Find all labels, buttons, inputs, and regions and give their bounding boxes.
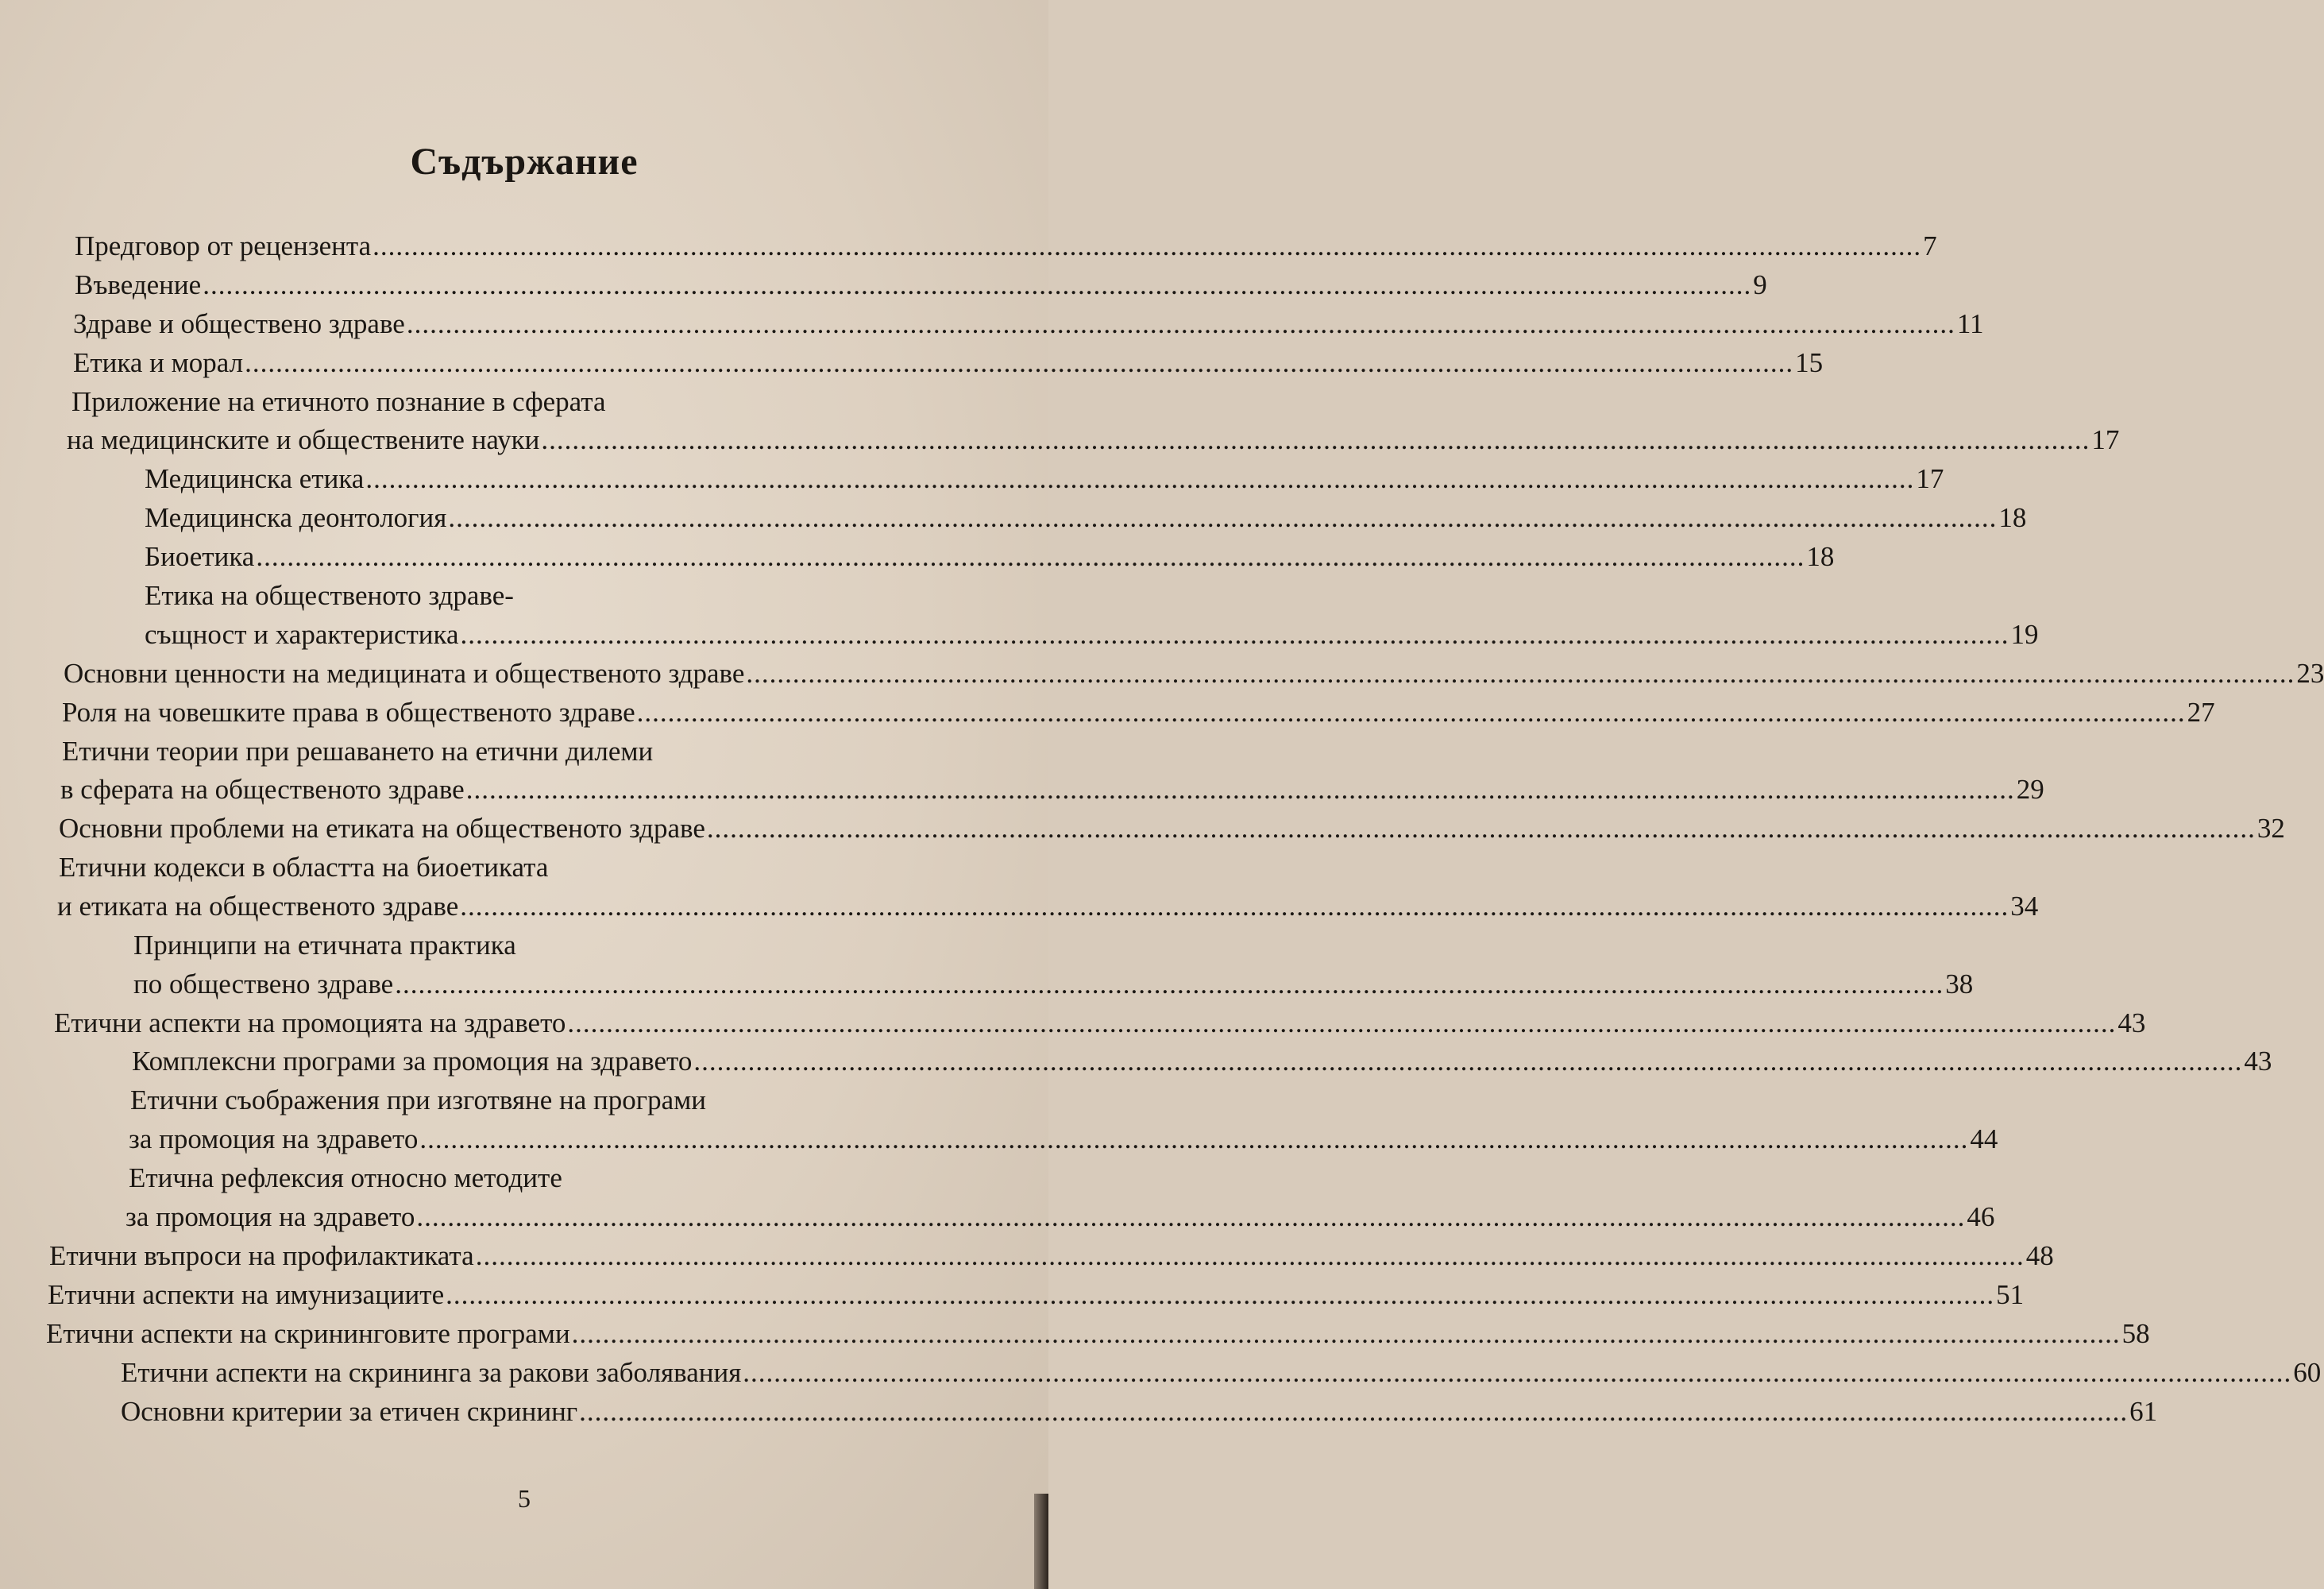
toc-entry-text: Предговор от рецензента bbox=[75, 230, 372, 261]
toc-page-number: 29 bbox=[2016, 774, 2044, 805]
toc-entry-text: Принципи на етичната практика bbox=[133, 930, 516, 961]
toc-entry bbox=[129, 1120, 1998, 1158]
toc-leader-dots: ........................................................................................................................................................................................................ bbox=[541, 424, 2090, 455]
toc-leader-dots: ........................................................................................................................................................................................................ bbox=[256, 541, 1805, 572]
toc-leader-dots: ........................................................................................................................................................................................................ bbox=[743, 1357, 2292, 1388]
toc-entry bbox=[59, 810, 2285, 848]
toc-entry-text: Етични кодекси в областта на биоетиката bbox=[59, 852, 549, 883]
toc-page-number: 23 bbox=[2296, 658, 2324, 689]
toc-entry bbox=[121, 1393, 2158, 1431]
toc-entry bbox=[75, 266, 1767, 304]
toc-leader-dots: ........................................................................................................................................................................................................ bbox=[416, 1201, 1966, 1232]
toc-entry bbox=[73, 305, 1984, 343]
toc-entry bbox=[132, 1042, 2272, 1081]
toc-leader-dots: ........................................................................................................................................................................................................ bbox=[365, 463, 1915, 494]
toc-leader-dots: ........................................................................................................................................................................................................ bbox=[419, 1123, 1969, 1154]
toc-entry bbox=[145, 499, 2027, 537]
toc-leader-dots: ........................................................................................................................................................................................................ bbox=[706, 813, 2256, 844]
toc-leader-dots: ........................................................................................................................................................................................................ bbox=[245, 347, 1794, 378]
toc-page-number: 15 bbox=[1795, 347, 1824, 378]
toc-entry-text: Етика и морал bbox=[73, 347, 244, 378]
toc-page-number: 19 bbox=[2010, 619, 2039, 650]
toc-entry-text: същност и характеристика bbox=[145, 619, 459, 650]
toc-leader-dots: ........................................................................................................................................................................................................ bbox=[373, 230, 1922, 261]
toc-leader-dots: ........................................................................................................................................................................................................ bbox=[460, 891, 2009, 922]
toc-page-number: 9 bbox=[1753, 269, 1767, 300]
toc-entry bbox=[75, 227, 1937, 265]
toc-page-number: 17 bbox=[2091, 424, 2120, 455]
toc-leader-dots: ........................................................................................................................................................................................................ bbox=[446, 1279, 1995, 1310]
toc-entry bbox=[145, 616, 2039, 654]
page-number: 5 bbox=[518, 1484, 531, 1513]
toc-page-number: 7 bbox=[1923, 230, 1937, 261]
toc-page-number: 18 bbox=[1998, 502, 2027, 533]
book-edge-shadow bbox=[1034, 1494, 1048, 1589]
toc-entry-text: Етични аспекти на имунизациите bbox=[48, 1279, 445, 1310]
toc-entry-text: Роля на човешките права в общественото здраве bbox=[62, 697, 635, 728]
toc-page-number: 43 bbox=[2244, 1046, 2272, 1077]
toc-entry-text: за промоция на здравето bbox=[129, 1123, 419, 1154]
toc-page-number: 43 bbox=[2117, 1007, 2146, 1038]
toc-entry-text: на медицинските и обществените науки bbox=[67, 424, 540, 455]
toc-entry-text: Медицинска деонтология bbox=[145, 502, 447, 533]
page-title: Съдържание bbox=[410, 141, 639, 183]
toc-entry-line bbox=[130, 1081, 706, 1119]
toc-entry-text: Медицинска етика bbox=[145, 463, 365, 494]
toc-page-number: 11 bbox=[1956, 308, 1984, 339]
toc-entry-line bbox=[62, 733, 653, 771]
toc-entry-text: Комплексни програми за промоция на здравето bbox=[132, 1046, 693, 1077]
toc-page-number: 46 bbox=[1967, 1201, 1995, 1232]
toc-entry-text: Основни проблеми на етиката на общественото здраве bbox=[59, 813, 705, 844]
toc-leader-dots: ........................................................................................................................................................................................................ bbox=[693, 1046, 2243, 1077]
toc-page-number: 18 bbox=[1806, 541, 1835, 572]
toc-entry-text: в сферата на общественото здраве bbox=[60, 774, 465, 805]
toc-entry bbox=[62, 694, 2215, 732]
toc-entry-text: Приложение на етичното познание в сферата bbox=[71, 386, 606, 417]
toc-entry bbox=[64, 655, 2324, 693]
toc-leader-dots: ........................................................................................................................................................................................................ bbox=[395, 968, 1944, 999]
toc-page-number: 38 bbox=[1945, 968, 1974, 999]
toc-leader-dots: ........................................................................................................................................................................................................ bbox=[460, 619, 2009, 650]
toc-entry-text: Основни ценности на медицината и общественото здраве bbox=[64, 658, 745, 689]
toc-leader-dots: ........................................................................................................................................................................................................ bbox=[448, 502, 1998, 533]
toc-entry bbox=[54, 1004, 2146, 1042]
toc-entry bbox=[46, 1315, 2150, 1353]
toc-page-number: 48 bbox=[2025, 1240, 2054, 1271]
toc-entry bbox=[60, 771, 2044, 809]
toc-entry bbox=[145, 460, 1944, 498]
toc-page-number: 34 bbox=[2010, 891, 2039, 922]
toc-entry bbox=[73, 344, 1824, 382]
toc-leader-dots: ........................................................................................................................................................................................................ bbox=[475, 1240, 2025, 1271]
toc-page-number: 32 bbox=[2256, 813, 2285, 844]
toc-entry-text: Въведение bbox=[75, 269, 202, 300]
toc-entry-text: за промоция на здравето bbox=[125, 1201, 415, 1232]
toc-entry-line bbox=[129, 1159, 562, 1197]
toc-leader-dots: ........................................................................................................................................................................................................ bbox=[579, 1396, 2129, 1427]
toc-entry bbox=[48, 1276, 2025, 1314]
toc-entry-line bbox=[71, 383, 606, 421]
toc-page-number: 58 bbox=[2121, 1318, 2150, 1349]
toc-entry-text: Здраве и обществено здраве bbox=[73, 308, 405, 339]
toc-entry-line bbox=[145, 577, 514, 615]
toc-entry-text: Етични аспекти на скрининга за ракови заболявания bbox=[121, 1357, 742, 1388]
toc-leader-dots: ........................................................................................................................................................................................................ bbox=[406, 308, 1955, 339]
toc-leader-dots: ........................................................................................................................................................................................................ bbox=[746, 658, 2295, 689]
toc-entry-text: Етични въпроси на профилактиката bbox=[49, 1240, 474, 1271]
toc-entry-text: Етични аспекти на скрининговите програми bbox=[46, 1318, 570, 1349]
toc-page-number: 51 bbox=[1996, 1279, 2025, 1310]
toc-entry-text: Етични съображения при изготвяне на програми bbox=[130, 1084, 707, 1115]
toc-entry bbox=[145, 538, 1835, 576]
toc-entry bbox=[121, 1354, 2322, 1392]
toc-entry-text: Етични аспекти на промоцията на здравето bbox=[54, 1007, 566, 1038]
toc-entry-text: Основни критерии за етичен скрининг bbox=[121, 1396, 578, 1427]
toc-entry bbox=[57, 887, 2039, 926]
toc-entry-text: Етични теории при решаването на етични дилеми bbox=[62, 736, 654, 767]
toc-entry bbox=[133, 965, 1974, 1003]
toc-leader-dots: ........................................................................................................................................................................................................ bbox=[203, 269, 1752, 300]
toc-entry bbox=[67, 421, 2120, 459]
toc-entry-text: Етика на общественото здраве- bbox=[145, 580, 514, 611]
toc-page-number: 27 bbox=[2187, 697, 2215, 728]
toc-entry-text: и етиката на общественото здраве bbox=[57, 891, 459, 922]
toc-entry-text: по обществено здраве bbox=[133, 968, 394, 999]
toc-entry-text: Етична рефлексия относно методите bbox=[129, 1162, 562, 1193]
toc-leader-dots: ........................................................................................................................................................................................................ bbox=[465, 774, 2015, 805]
toc-entry bbox=[125, 1198, 1995, 1236]
toc-entry-line bbox=[133, 926, 516, 965]
toc-leader-dots: ........................................................................................................................................................................................................ bbox=[636, 697, 2186, 728]
toc-page-number: 17 bbox=[1916, 463, 1944, 494]
toc-entry-line bbox=[59, 849, 548, 887]
toc-page-number: 61 bbox=[2129, 1396, 2158, 1427]
toc-page-number: 60 bbox=[2293, 1357, 2322, 1388]
toc-leader-dots: ........................................................................................................................................................................................................ bbox=[571, 1318, 2121, 1349]
toc-page-number: 44 bbox=[1970, 1123, 1998, 1154]
toc-entry bbox=[49, 1237, 2054, 1275]
toc-entry-text: Биоетика bbox=[145, 541, 255, 572]
toc-leader-dots: ........................................................................................................................................................................................................ bbox=[567, 1007, 2117, 1038]
